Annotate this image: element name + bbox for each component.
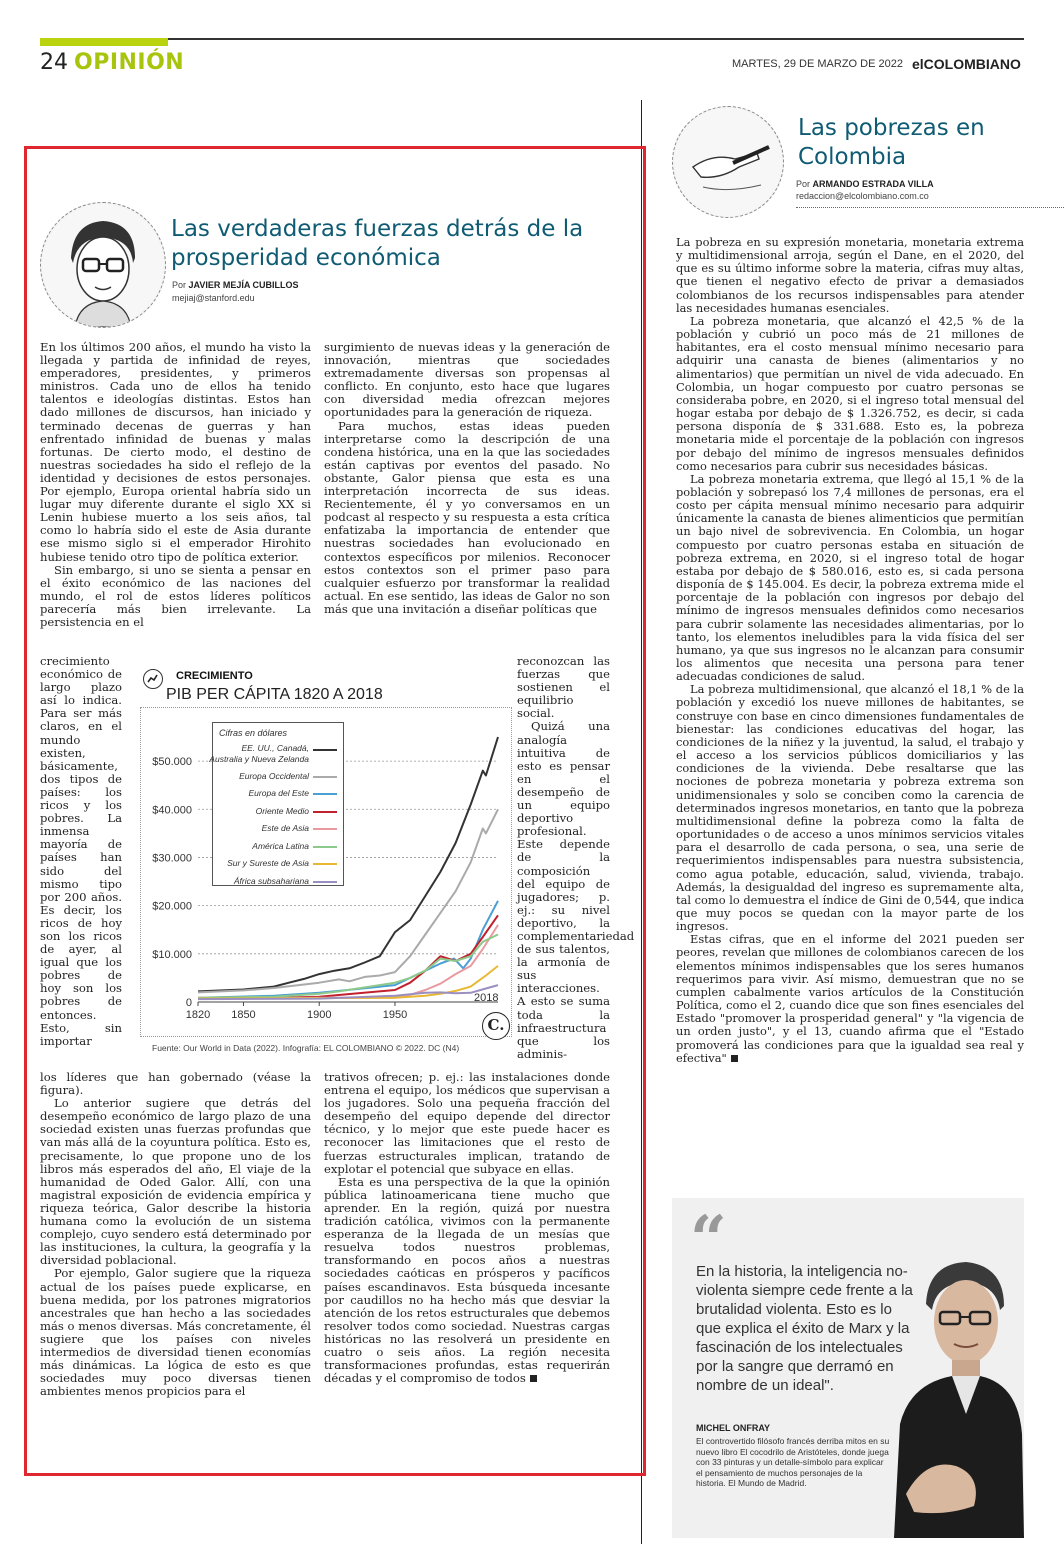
chart-source: Fuente: Our World in Data (2022). Infografía: EL COLOMBIANO © 2022. DC (N4) [152, 1043, 460, 1053]
series-line [198, 901, 498, 998]
end-mark [731, 1055, 738, 1062]
edition-date: MARTES, 29 DE MARZO DE 2022 [732, 58, 903, 70]
y-tick-label: $30.000 [152, 852, 192, 865]
legend-swatch [313, 863, 337, 865]
paragraph-text: Estas cifras, que en el informe del 2021 pueden ser peores, revelan que millones de colombianos carecen de los elementos mínimos indispensables que los seres humanos requerimos para vivir. Así mismo, demuestran que no se cumplen cabalmente varios artículos de la Constitución Política, como el 2, cuando dice que son fines esenciales del Estado "promover la prosperidad general" y "la vigencia de un orden justo", y el 13, cuando afirma que el "Estado promoverá las condiciones para que la igualdad sea real y efectiva" [676, 932, 1024, 1065]
chart-kicker: CRECIMIENTO [176, 670, 253, 682]
legend-swatch [313, 776, 337, 778]
legend-swatch [313, 811, 337, 813]
paragraph: Por ejemplo, Galor sugiere que la riqueza actual de los países puede explicarse, en buena medida, por los patrones migratorios ancestrales que han hecho a las sociedades más o menos diversas. Más concretamente, él sugiere que los países con niveles intermedios de diversidad tienen economías más dinámicas. La lógica de esto es que sociedades muy poco diversas tienen ambientes menos propicios para el [40, 1266, 312, 1399]
paragraph: los líderes que han gobernado (véase la figura). [40, 1070, 311, 1098]
side-byline [796, 179, 934, 189]
paragraph: trativos ofrecen; p. ej.: las instalaciones donde entrena el equipo, los médicos que supervisan a los jugadores. Solo una pequeña fracción del desempeño del equipo depende del director técnico, y lo mejor que este puede hacer es reconocer las limitaciones que el resto de fuerzas estructurales implican, tratando de explotar el potencial que subyace en ellas. [324, 1070, 610, 1176]
paragraph: En los últimos 200 años, el mundo ha visto la llegada y partida de infinidad de reyes, emperadores, presidentes, y primeros ministros. Cada uno de ellos ha tenido talentos e ideologías distintas. Estos han dado millones de discursos, han iniciado y terminado decenas de guerras y han enfrentado infinidad de buenas y malas fortunas. De cierto modo, el destino de nuestras sociedades ha sido el reflejo de la identidad y decisiones de estos personajes. Por ejemplo, Europa oriental habría sido un lugar muy diferente durante el siglo XX si Lenin hubiese muerto a los seis años, tal como lo habría sido el este de Asia durante ese mismo siglo si el emperador Hirohito hubiese tenido otro tipo de política exterior. [40, 340, 311, 564]
paragraph: La pobreza multidimensional, que alcanzó el 18,1 % de la población y excedió los nueve millones de habitantes, se construye con base en cinco dimensiones fundamentales de bienestar: las condiciones educativas del hogar, las condiciones de la niñez y la juventud, la salud, el trabajo y el acceso a los servicios públicos domiciliarios y las condiciones de la vivienda. Debe resaltarse que las nociones de pobreza monetaria y pobreza extrema son unidimensionales y solo se conciben como la carencia de determinados ingresos monetarios, en tanto que la pobreza multidimensional define la pobreza como la falta de oportunidades o de acceso a unos mínimos servicios vitales para el desarrollo de cada persona, o sea, una serie de requerimientos indispensables para nuestra subsistencia, como agua potable, educación, salud, vivienda, trabajo. Además, la desigualdad del ingreso es supremamente alta, tal como lo demuestra el índice de Gini de 0,544, que indica que muy pocos se quedan con la mayor parte de los ingresos. [676, 682, 1024, 934]
legend-swatch [313, 881, 337, 883]
byline-rule [796, 207, 1064, 209]
brand-logo: elCOLOMBIANO [912, 56, 1021, 72]
article-column-2-wrap [517, 654, 635, 1061]
paragraph: Sin embargo, si uno se sienta a pensar en el éxito económico de las naciones del mundo, el rol de estos líderes políticos parecería más bien irrelevante. La persistencia en el [40, 562, 311, 629]
quote-text: En la historia, la inteligencia no-violenta siempre cede frente a la brutalidad violenta. Esto es lo que explica el éxito de Marx y la fascinación de los intelectuales por la sangre que derramó en nombre de un ideal". [696, 1263, 913, 1394]
x-tick-label: 1850 [231, 1009, 256, 1021]
series-line [198, 915, 498, 998]
legend-label: Sur y Sureste de Asia [227, 858, 309, 868]
michel-onfray-photo [886, 1244, 1024, 1538]
y-tick-label: $10.000 [152, 948, 192, 961]
side-author-email: redaccion@elcolombiano.com.co [796, 191, 929, 201]
x-tick-label: 1950 [382, 1009, 408, 1021]
legend-label: EE. UU., Canadá, [241, 743, 309, 753]
byline-prefix: Por [172, 280, 189, 290]
x-tick-label: 1900 [306, 1009, 332, 1021]
series-line [198, 935, 498, 998]
legend-label: Europa Occidental [239, 770, 309, 781]
quote-mark: “ [690, 1202, 727, 1277]
paragraph: La pobreza en su expresión monetaria, monetaria extrema y multidimensional arroja, según el Dane, en el 2020, del que es su último informe sobre la materia, cifras muy altas, que tienen el negativo efecto de privar a demasiados colombianos de los recursos indispensables para atender las necesidades humanas esenciales. [676, 235, 1024, 315]
quote-author: MICHEL ONFRAY [696, 1423, 771, 1433]
paragraph-text: Esta es una perspectiva de la que la opinión pública latinoamericana tiene mucho que aprender. En la región, quizá por nuestra tradición católica, vivimos con la permanente esperanza de la llegada de un mesías que resuelva todos nuestros problemas, transformando en pocos años a nuestras sociedades caóticas en prósperos y pacíficos países escandinavos. Esta búsqueda incesante por caudillos no ha hecho más que desviar la atención de los retos estructurales que debemos resolver todos como sociedad. Nuestras cargas históricas no las resolverá un presidente en cuatro o seis años. La región necesita transformaciones profundas, estas requerirán décadas y el compromiso de todos [324, 1174, 610, 1386]
chart-title: PIB PER CÁPITA 1820 A 2018 [166, 686, 383, 703]
paragraph: La pobreza monetaria, que alcanzó el 42,5 % de la población y cubrió un poco más de 21 millones de habitantes, era el costo mensual mínimo necesario para adquirir una canasta de bienes (alimentarios y no alimentarios) que permitían un nivel de vida adecuado. En Colombia, un hogar compuesto por cuatro personas se consideraba pobre, en 2020, si el ingreso total mensual del hogar estaba por debajo de $ 1.326.752, es decir, si cada persona disponía de $ 331.688. Esto es, la pobreza monetaria mide el porcentaje de la población con ingresos por debajo del mínimo de ingresos mensuales definidos como necesarios para cubrir sus necesidades básicas. [676, 313, 1024, 473]
legend-label: África subsahariana [233, 875, 309, 886]
article-column-2-bottom [324, 1071, 610, 1385]
y-tick-label: $50.000 [152, 756, 192, 769]
author-name: JAVIER MEJÍA CUBILLOS [188, 280, 299, 290]
writing-hand-illustration [672, 106, 784, 218]
page-number: 24 [40, 50, 68, 75]
article-column-2-top [324, 341, 610, 616]
paragraph [324, 1176, 610, 1386]
legend-label: Australia y Nueva Zelanda [209, 754, 309, 764]
section-name: OPINIÓN [74, 50, 185, 75]
y-tick-label: 0 [185, 997, 192, 1009]
paragraph: Lo anterior sugiere que detrás del desempeño económico de largo plazo de una sociedad existen unas fuerzas profundas que van más allá de la coyuntura política. Esto es, precisamente, lo que propone uno de los libros más esperados del año, El viaje de la humanidad de Oded Galor. Allí, con una magistral exposición de evidencia empírica y riqueza teórica, Galor describe la historia humana como la evolución de un sistema complejo, cuyo sendero está determinado por las instituciones, la cultura, la geografía y la diversidad poblacional. [40, 1096, 311, 1268]
trend-icon [143, 669, 163, 689]
paragraph [676, 933, 1024, 1065]
y-tick-label: $20.000 [152, 900, 192, 913]
headline-line-2: prosperidad económica [171, 244, 441, 271]
side-headline [798, 114, 985, 172]
header-rule [40, 38, 1024, 40]
byline-prefix: Por [796, 179, 813, 189]
legend-label: Este de Asia [261, 823, 309, 833]
paragraph: reconozcan las fuerzas que sostienen el equilibrio social. [517, 654, 610, 721]
side-author-name: ARMANDO ESTRADA VILLA [812, 179, 934, 189]
article-byline [172, 280, 299, 290]
chart-end-year: 2018 [474, 992, 499, 1004]
legend-label: América Latina [252, 840, 309, 851]
chart-legend [209, 722, 344, 886]
end-mark [530, 1375, 537, 1382]
legend-label: Europa del Este [248, 788, 309, 798]
paragraph: La pobreza monetaria extrema, que llegó al 15,1 % de la población y sobrepasó los 7,4 millones de personas, era el costo per cápita mensual mínimo necesario para adquirir únicamente la canasta de bienes alimenticios que permitían un bajo nivel de sobrevivencia. En Colombia, un hogar compuesto por cuatro personas estaba en situación de pobreza extrema, en 2020, si el ingreso total de hogar estaba por debajo de $ 580.016, esto es, si cada persona disponía de $ 145.004. Es decir, la pobreza extrema mide el porcentaje de la población con ingresos por debajo del mínimo de ingresos mensuales definidos como necesarios para cubrir solamente las necesidades alimentarias, por lo tanto, los elementos ineludibles para la vida física del ser humano, ya que sus ingresos no le alcanzan para consumir los alimentos que necesita una persona para tener adecuadas condiciones de salud. [676, 471, 1024, 684]
section-accent-bar [40, 38, 168, 46]
paragraph: Quizá una analogía intuitiva de esto es pensar en el desempeño de un equipo deportivo profesional. Este depende de la composición del equipo de jugadores; p. ej.: su nivel deportivo, la complementariedad de sus talentos, la armonía de sus interacciones. A esto se suma toda la infraestructura que los adminis- [517, 719, 635, 1061]
side-headline-line-1: Las pobrezas en [798, 115, 985, 141]
article-column-1-top [40, 341, 311, 629]
y-tick-label: $40.000 [152, 804, 192, 817]
quote-description: El controvertido filósofo francés derriba mitos en su nuevo libro El cocodrilo de Aristóteles, donde juega con 33 pinturas y un detalle-símbolo para explicar el pensamiento de muchos personajes de la historia. El Mundo de Madrid. [696, 1436, 890, 1489]
author-email: mejiaj@stanford.edu [172, 293, 255, 303]
side-headline-line-2: Colombia [798, 143, 907, 170]
article-column-1-bottom [40, 1071, 311, 1398]
side-article-body [676, 236, 1024, 1065]
article-column-1-wrap: crecimiento económico de largo plazo así lo indica. Para ser más claros, en el mundo existen, básicamente, dos tipos de países: los ricos y los pobres. La inmensa mayoría de países han sido del mismo tipo por 200 años. Es decir, los ricos de hoy son los ricos de ayer, al igual que los pobres de hoy son los pobres de entonces. Esto, sin importar [40, 654, 122, 1048]
paragraph: surgimiento de nuevas ideas y la generación de innovación, mientras que sociedades extremadamente diversas son propensas al conflicto. En conjunto, esto hace que lugares con diversidad media ofrezcan mejores oportunidades para la generación de riqueza. [324, 340, 610, 420]
legend-swatch [313, 793, 337, 795]
x-tick-label: 1820 [185, 1009, 211, 1021]
article-headline [171, 215, 583, 273]
legend-swatch [313, 749, 337, 751]
legend-title: Cifras en dólares [219, 728, 288, 738]
legend-label: Oriente Medio [255, 805, 309, 816]
el-colombiano-logo: C. [482, 1012, 510, 1040]
paragraph: Para muchos, estas ideas pueden interpretarse como la descripción de una condena histórica, una en la que las sociedades están captivas por eventos del pasado. No obstante, Galor piensa que esta es una interpretación incorrecta de sus ideas. Recientemente, él y yo conversamos en un podcast al respecto y su respuesta a esta crítica enfatizaba la importancia de entender que nuestras sociedades han evolucionado en contextos específicos por milenios. Reconocer estos contextos son el primer paso para cualquier esfuerzo por transformar la realidad actual. En ese sentido, las ideas de Galor no son más que una invitación a diseñar políticas que [324, 418, 610, 616]
headline-line-1: Las verdaderas fuerzas detrás de la [171, 216, 584, 242]
legend-swatch [313, 828, 337, 830]
legend-swatch [313, 846, 337, 848]
author-portrait [40, 202, 166, 328]
